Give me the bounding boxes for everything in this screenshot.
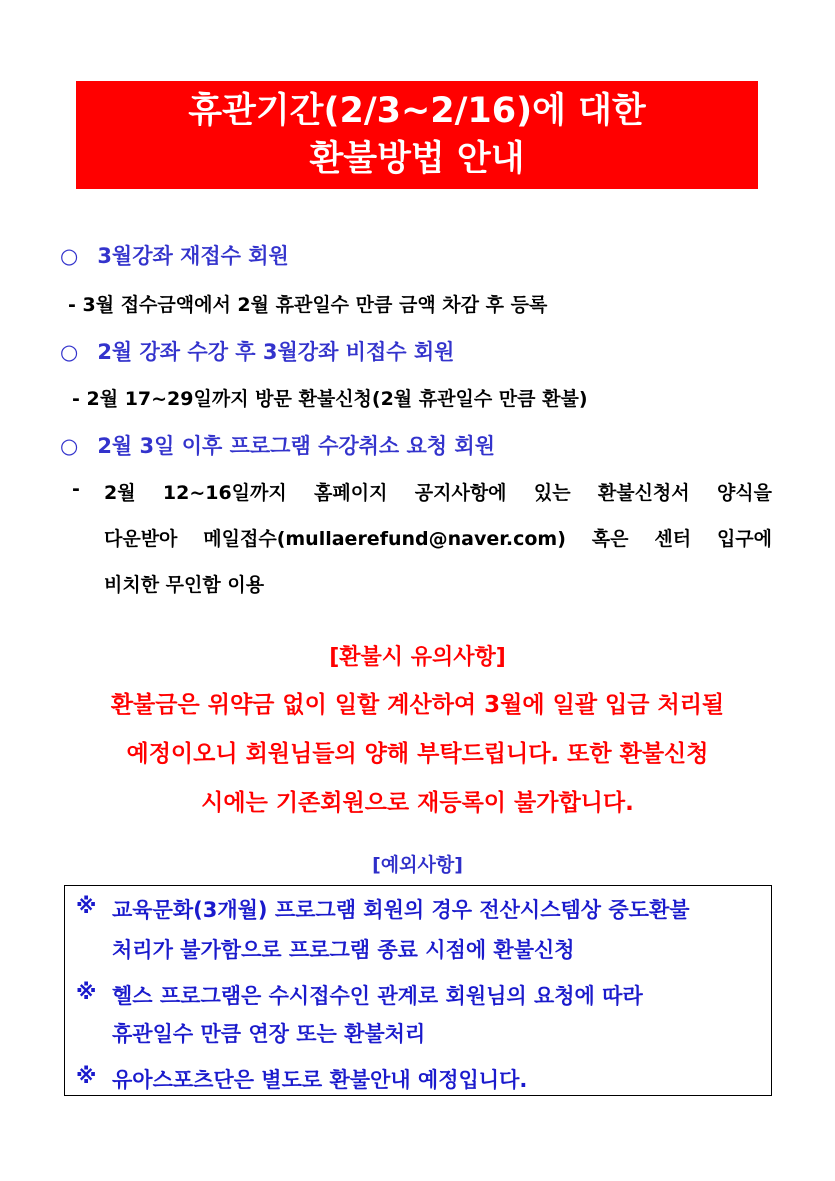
section-2-heading: [60, 336, 454, 366]
section-3-dash: -: [72, 478, 80, 500]
section-2-heading-text: 2월 강좌 수강 후 3월강좌 비접수 회원: [97, 340, 455, 364]
section-1-heading: [60, 240, 289, 270]
section-3-heading-text: 2월 3일 이후 프로그램 수강취소 요청 회원: [97, 434, 495, 458]
section-2-text: - 2월 17~29일까지 방문 환불신청(2월 휴관일수 만큼 환불): [72, 388, 588, 410]
exception-3-mark: ※: [76, 1064, 97, 1088]
notice-line-3: 시에는 기존회원으로 재등록이 불가합니다.: [201, 790, 634, 816]
circle-bullet-icon: ○: [60, 340, 79, 364]
section-1-text: - 3월 접수금액에서 2월 휴관일수 만큼 금액 차감 후 등록: [68, 294, 548, 316]
title-line-1: 휴관기간(2/3~2/16)에 대한: [188, 91, 646, 131]
exception-2-mark: ※: [76, 980, 97, 1004]
section-3-line-2: [104, 524, 772, 551]
section-3-line-2-text: 다운받아 메일접수(mullaerefund@naver.com) 혹은 센터 입구에: [104, 528, 772, 550]
exception-1-line-1: 교육문화(3개월) 프로그램 회원의 경우 전산시스템상 중도환불: [112, 898, 690, 922]
exceptions-title: [예외사항]: [372, 854, 463, 876]
exception-2-line-2: 휴관일수 만큼 연장 또는 환불처리: [112, 1022, 426, 1046]
circle-bullet-icon: ○: [60, 244, 79, 268]
section-1-heading-text: 3월강좌 재접수 회원: [97, 244, 289, 268]
exception-2-line-1: 헬스 프로그램은 수시접수인 관계로 회원님의 요청에 따라: [112, 984, 643, 1008]
notice-title: [환불시 유의사항]: [329, 645, 506, 670]
circle-bullet-icon: ○: [60, 434, 79, 458]
section-3-line-1: [104, 478, 772, 505]
title-banner: [76, 81, 758, 189]
exception-1-mark: ※: [76, 894, 97, 918]
notice-line-1: 환불금은 위약금 없이 일할 계산하여 3월에 일괄 입금 처리될: [110, 692, 725, 718]
section-3-heading: [60, 430, 495, 460]
section-3-line-3: 비치한 무인함 이용: [104, 574, 265, 596]
exception-3-line-1: 유아스포츠단은 별도로 환불안내 예정입니다.: [112, 1068, 528, 1092]
exception-1-line-2: 처리가 불가함으로 프로그램 종료 시점에 환불신청: [112, 938, 575, 962]
section-3-line-1-text: 2월 12~16일까지 홈페이지 공지사항에 있는 환불신청서 양식을: [104, 482, 772, 504]
notice-line-2: 예정이오니 회원님들의 양해 부탁드립니다. 또한 환불신청: [126, 741, 709, 767]
title-line-2: 환불방법 안내: [309, 139, 525, 179]
